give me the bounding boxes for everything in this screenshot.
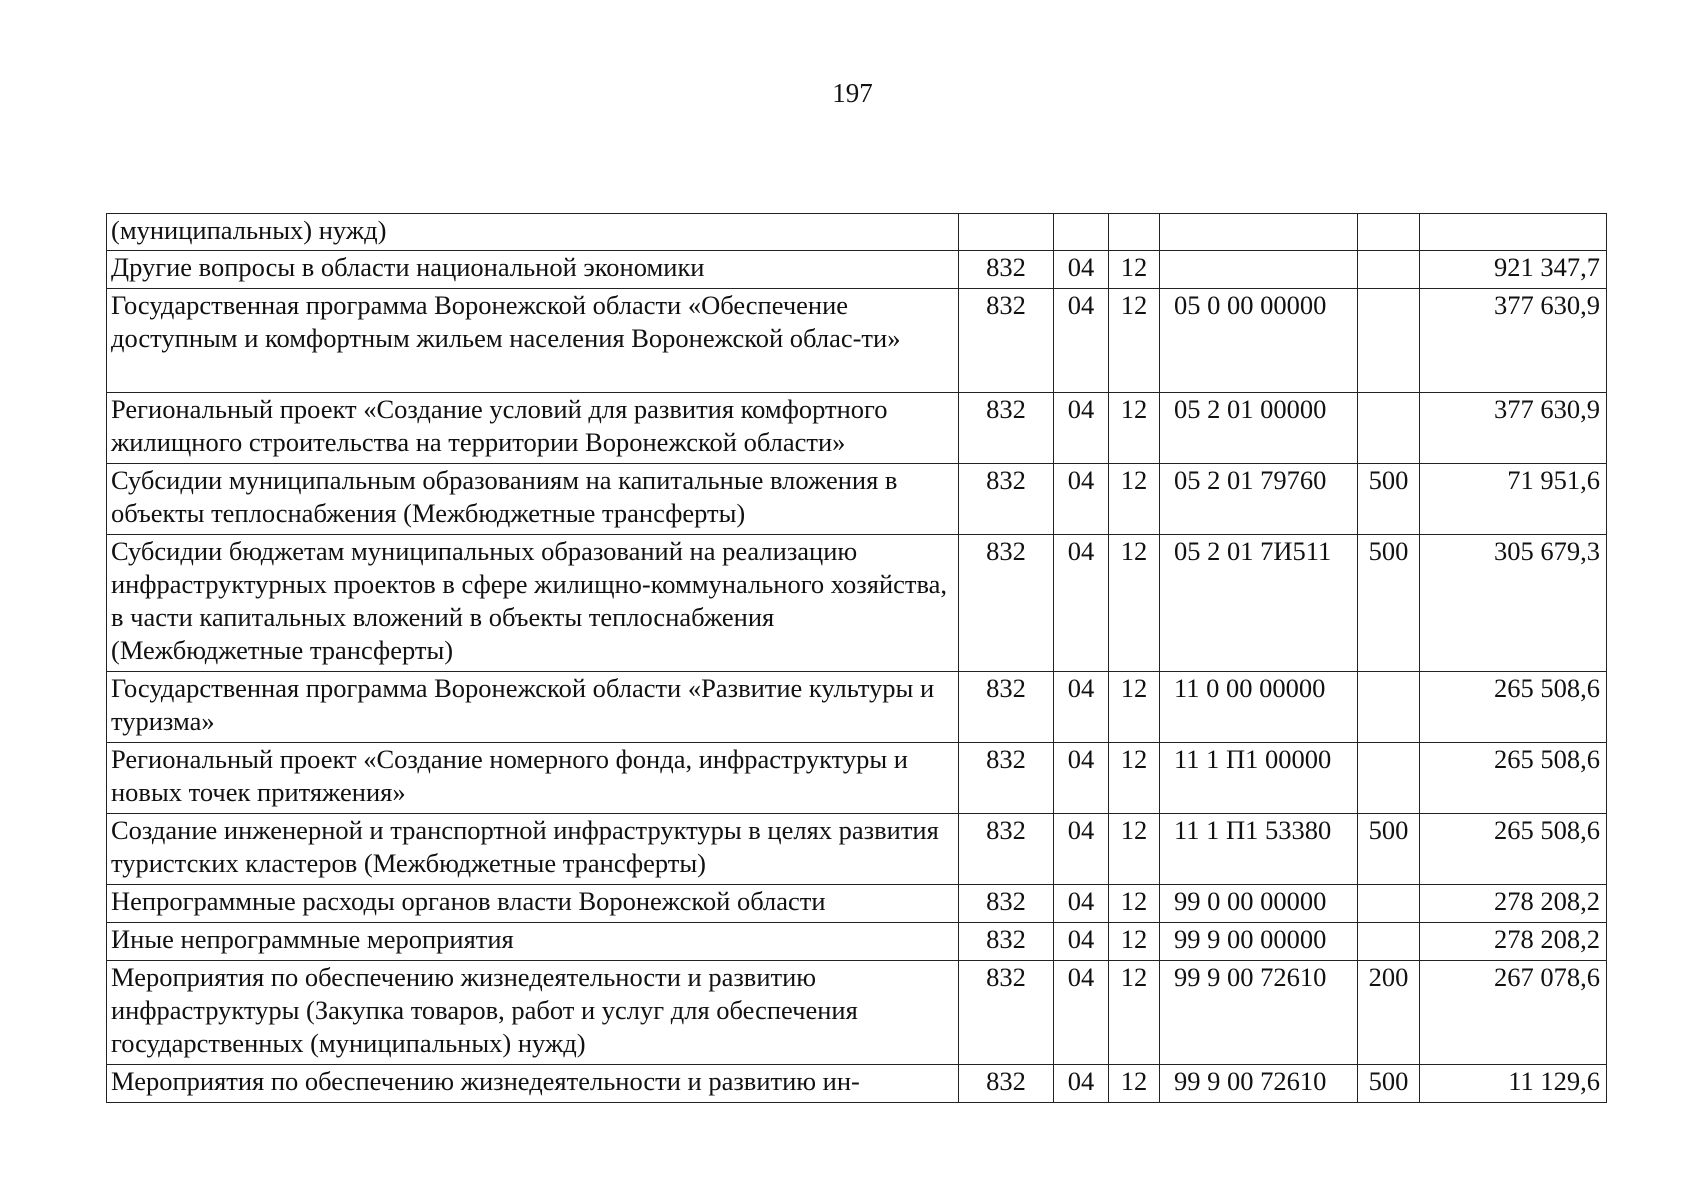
- table-row: [107, 1065, 1607, 1103]
- table-row: [107, 961, 1607, 1065]
- table-row: [107, 885, 1607, 923]
- section-code: 04: [1054, 289, 1109, 393]
- expense-name: Субсидии муниципальным образованиям на капитальные вложения в объекты теплоснабжения (Межбюджетные трансферты): [107, 464, 959, 535]
- section-code: [1054, 214, 1109, 251]
- section-code: 04: [1054, 923, 1109, 961]
- expense-name: Непрограммные расходы органов власти Воронежской области: [107, 885, 959, 923]
- subsection-code: 12: [1109, 743, 1160, 814]
- amount: 265 508,6: [1420, 814, 1607, 885]
- ved-code: 832: [959, 814, 1054, 885]
- expense-type-code: [1358, 214, 1420, 251]
- target-article-code: 99 9 00 72610: [1160, 961, 1358, 1065]
- amount: 267 078,6: [1420, 961, 1607, 1065]
- subsection-code: 12: [1109, 464, 1160, 535]
- amount: 278 208,2: [1420, 885, 1607, 923]
- expense-name: Государственная программа Воронежской области «Обеспечение доступным и комфортным жильем населения Воронежской облас-ти»: [107, 289, 959, 393]
- expense-type-code: 500: [1358, 1065, 1420, 1103]
- section-code: 04: [1054, 393, 1109, 464]
- expense-type-code: [1358, 251, 1420, 289]
- section-code: 04: [1054, 1065, 1109, 1103]
- amount: 921 347,7: [1420, 251, 1607, 289]
- expense-type-code: 200: [1358, 961, 1420, 1065]
- expense-type-code: [1358, 885, 1420, 923]
- ved-code: 832: [959, 743, 1054, 814]
- expense-name: Государственная программа Воронежской области «Развитие культуры и туризма»: [107, 672, 959, 743]
- ved-code: 832: [959, 535, 1054, 672]
- amount: 265 508,6: [1420, 672, 1607, 743]
- expense-type-code: [1358, 393, 1420, 464]
- ved-code: 832: [959, 251, 1054, 289]
- ved-code: 832: [959, 464, 1054, 535]
- subsection-code: 12: [1109, 251, 1160, 289]
- ved-code: 832: [959, 1065, 1054, 1103]
- section-code: 04: [1054, 961, 1109, 1065]
- amount: 265 508,6: [1420, 743, 1607, 814]
- ved-code: [959, 214, 1054, 251]
- budget-table: [106, 213, 1607, 1103]
- section-code: 04: [1054, 535, 1109, 672]
- ved-code: 832: [959, 393, 1054, 464]
- ved-code: 832: [959, 885, 1054, 923]
- table-row: [107, 214, 1607, 251]
- table-row: [107, 251, 1607, 289]
- target-article-code: 05 0 00 00000: [1160, 289, 1358, 393]
- subsection-code: 12: [1109, 814, 1160, 885]
- expense-name: Региональный проект «Создание условий для развития комфортного жилищного строительства на территории Воронежской области»: [107, 393, 959, 464]
- amount: 11 129,6: [1420, 1065, 1607, 1103]
- amount: 377 630,9: [1420, 289, 1607, 393]
- subsection-code: 12: [1109, 289, 1160, 393]
- amount: [1420, 214, 1607, 251]
- target-article-code: 99 0 00 00000: [1160, 885, 1358, 923]
- table-row: [107, 923, 1607, 961]
- expense-type-code: [1358, 289, 1420, 393]
- table-row: [107, 289, 1607, 393]
- section-code: 04: [1054, 464, 1109, 535]
- subsection-code: 12: [1109, 393, 1160, 464]
- amount: 305 679,3: [1420, 535, 1607, 672]
- subsection-code: 12: [1109, 923, 1160, 961]
- section-code: 04: [1054, 814, 1109, 885]
- target-article-code: 11 0 00 00000: [1160, 672, 1358, 743]
- expense-type-code: [1358, 743, 1420, 814]
- expense-name: (муниципальных) нужд): [107, 214, 959, 251]
- target-article-code: 99 9 00 00000: [1160, 923, 1358, 961]
- subsection-code: 12: [1109, 961, 1160, 1065]
- target-article-code: 05 2 01 7И511: [1160, 535, 1358, 672]
- amount: 278 208,2: [1420, 923, 1607, 961]
- target-article-code: 05 2 01 79760: [1160, 464, 1358, 535]
- expense-type-code: [1358, 923, 1420, 961]
- table-row: [107, 535, 1607, 672]
- expense-name: Иные непрограммные мероприятия: [107, 923, 959, 961]
- ved-code: 832: [959, 923, 1054, 961]
- section-code: 04: [1054, 743, 1109, 814]
- expense-name: Создание инженерной и транспортной инфраструктуры в целях развития туристских кластеров (Межбюджетные трансферты): [107, 814, 959, 885]
- expense-name: Региональный проект «Создание номерного фонда, инфраструктуры и новых точек притяжения»: [107, 743, 959, 814]
- subsection-code: 12: [1109, 1065, 1160, 1103]
- ved-code: 832: [959, 289, 1054, 393]
- table-row: [107, 393, 1607, 464]
- subsection-code: 12: [1109, 885, 1160, 923]
- target-article-code: 11 1 П1 00000: [1160, 743, 1358, 814]
- table-row: [107, 814, 1607, 885]
- target-article-code: [1160, 251, 1358, 289]
- expense-name: Мероприятия по обеспечению жизнедеятельности и развитию инфраструктуры (Закупка товаров, работ и услуг для обеспечения государственных (муниципальных) нужд): [107, 961, 959, 1065]
- subsection-code: 12: [1109, 672, 1160, 743]
- expense-type-code: [1358, 672, 1420, 743]
- expense-type-code: 500: [1358, 535, 1420, 672]
- target-article-code: [1160, 214, 1358, 251]
- expense-name: Мероприятия по обеспечению жизнедеятельности и развитию ин-: [107, 1065, 959, 1103]
- amount: 377 630,9: [1420, 393, 1607, 464]
- target-article-code: 11 1 П1 53380: [1160, 814, 1358, 885]
- subsection-code: 12: [1109, 535, 1160, 672]
- ved-code: 832: [959, 672, 1054, 743]
- subsection-code: [1109, 214, 1160, 251]
- table-row: [107, 672, 1607, 743]
- table-row: [107, 464, 1607, 535]
- expense-type-code: 500: [1358, 814, 1420, 885]
- expense-type-code: 500: [1358, 464, 1420, 535]
- ved-code: 832: [959, 961, 1054, 1065]
- page-number: 197: [832, 78, 873, 108]
- expense-name: Субсидии бюджетам муниципальных образований на реализацию инфраструктурных проектов в сфере жилищно-коммунального хозяйства, в части капитальных вложений в объекты теплоснабжения (Межбюджетные трансферты): [107, 535, 959, 672]
- section-code: 04: [1054, 672, 1109, 743]
- expense-name: Другие вопросы в области национальной экономики: [107, 251, 959, 289]
- table-row: [107, 743, 1607, 814]
- target-article-code: 99 9 00 72610: [1160, 1065, 1358, 1103]
- amount: 71 951,6: [1420, 464, 1607, 535]
- section-code: 04: [1054, 885, 1109, 923]
- target-article-code: 05 2 01 00000: [1160, 393, 1358, 464]
- section-code: 04: [1054, 251, 1109, 289]
